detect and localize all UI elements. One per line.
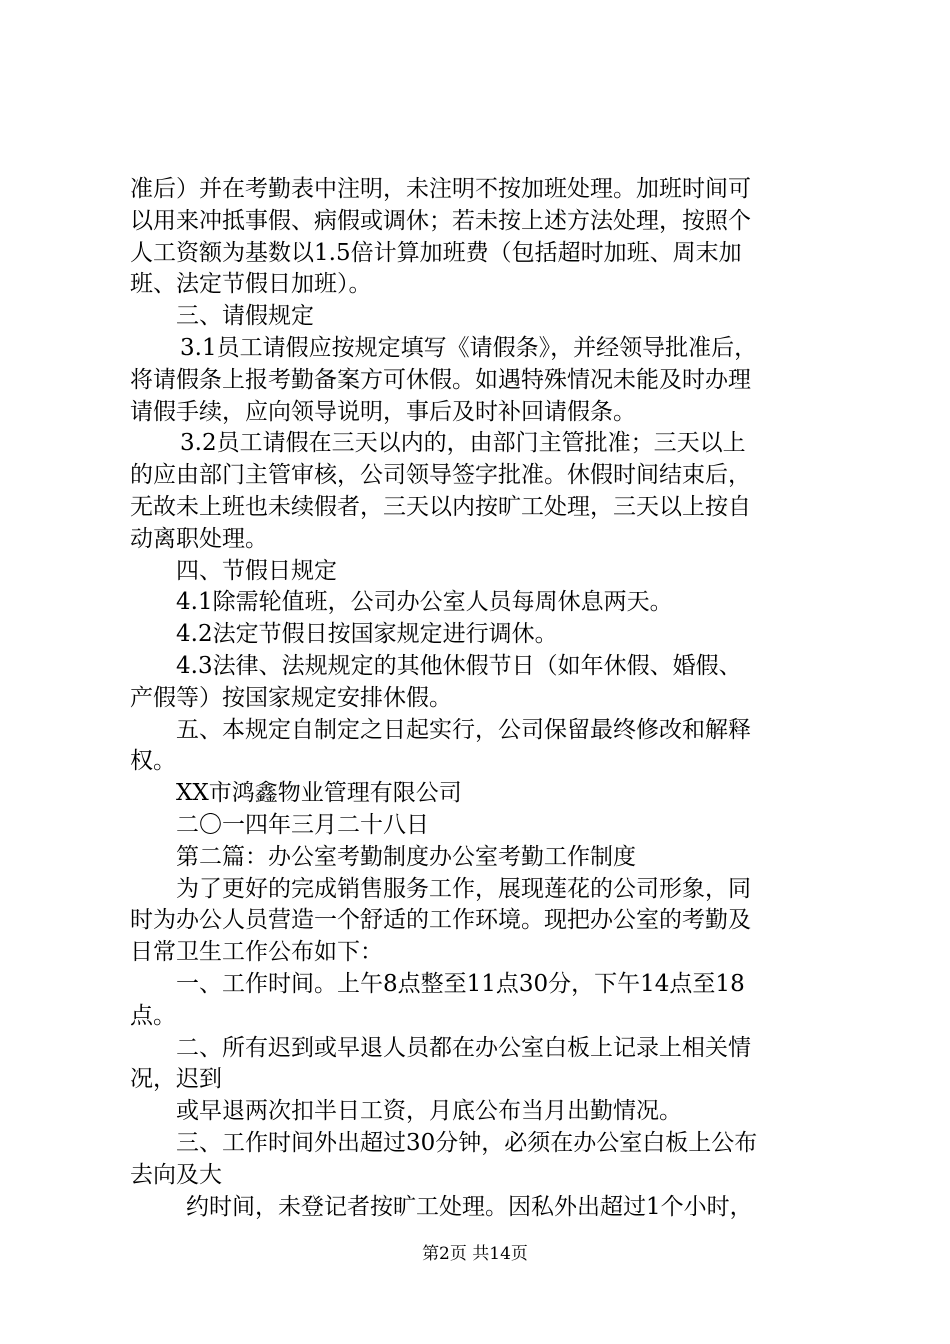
text-line: 班、法定节假日加班）。 [130,271,372,298]
section-heading: 四、节假日规定 [176,557,337,584]
text-line: 况，迟到 [130,1066,222,1093]
chapter-title: 第二篇：办公室考勤制度办公室考勤工作制度 [176,843,636,870]
text-line: 4.3法律、法规规定的其他休假节日（如年休假、婚假、 [176,652,742,679]
text-line: 无故未上班也未续假者，三天以内按旷工处理，三天以上按自 [130,493,751,520]
text-line: 准后）并在考勤表中注明，未注明不按加班处理。加班时间可 [130,176,751,202]
text-line: 五、本规定自制定之日起实行，公司保留最终修改和解释 [176,716,751,743]
text-line: 以用来冲抵事假、病假或调休；若未按上述方法处理，按照个 [130,207,751,234]
text-line: 一、工作时间。上午8点整至11点30分，下午14点至18 [176,970,745,997]
company-name: XX市鸿鑫物业管理有限公司 [176,780,462,807]
text-line: 3.1员工请假应按规定填写《请假条》，并经领导批准后， [180,334,758,361]
text-line: 点。 [130,1002,176,1029]
section-heading: 三、请假规定 [176,303,314,330]
text-line: 二、所有迟到或早退人员都在办公室白板上记录上相关情 [176,1034,751,1061]
text-line: 人工资额为基数以1.5倍计算加班费（包括超时加班、周末加 [130,239,742,266]
text-line: 去向及大 [130,1161,222,1188]
text-line: 三、工作时间外出超过30分钟，必须在办公室白板上公布 [176,1129,758,1156]
text-line: 约时间，未登记者按旷工处理。因私外出超过1个小时， [186,1193,753,1220]
text-line: 请假手续，应向领导说明，事后及时补回请假条。 [130,398,636,425]
document-date: 二〇一四年三月二十八日 [176,811,429,838]
page-footer: 第2页 共14页 [422,1244,528,1264]
text-line: 权。 [130,748,176,775]
text-line: 产假等）按国家规定安排休假。 [130,684,452,711]
text-line: 或早退两次扣半日工资，月底公布当月出勤情况。 [176,1098,682,1125]
text-line: 4.1除需轮值班，公司办公室人员每周休息两天。 [176,589,673,616]
text-line: 3.2员工请假在三天以内的，由部门主管批准；三天以上 [180,430,746,457]
text-line: 为了更好的完成销售服务工作，展现莲花的公司形象，同 [176,875,751,902]
text-line: 日常卫生工作公布如下： [130,939,383,966]
text-line: 时为办公人员营造一个舒适的工作环境。现把办公室的考勤及 [130,907,751,934]
text-line: 4.2法定节假日按国家规定进行调休。 [176,621,558,648]
document-body [130,174,838,1223]
text-line: 将请假条上报考勤备案方可休假。如遇特殊情况未能及时办理 [130,366,751,393]
text-line: 动离职处理。 [130,525,268,552]
text-line: 的应由部门主管审核，公司领导签字批准。休假时间结束后， [130,462,751,489]
